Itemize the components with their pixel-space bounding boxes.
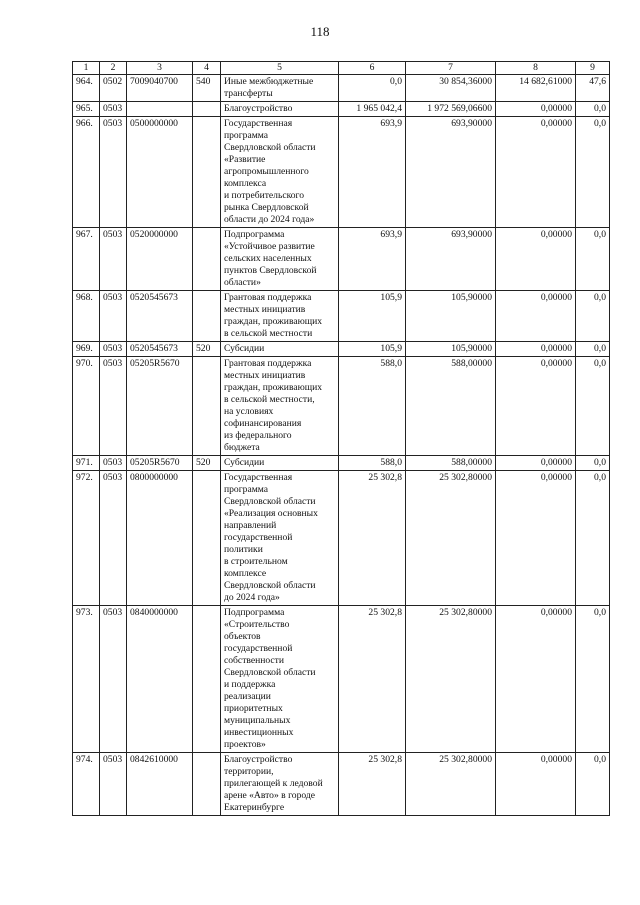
row-number-cell: 968. [73, 291, 100, 342]
percent-cell: 0,0 [576, 456, 610, 471]
row-number-cell: 971. [73, 456, 100, 471]
expense-type-cell: 540 [193, 75, 221, 102]
table-body [73, 75, 610, 816]
executed-amount-cell: 0,00000 [496, 471, 576, 606]
executed-amount-cell: 0,00000 [496, 456, 576, 471]
approved-amount-cell: 1 965 042,4 [339, 102, 406, 117]
target-article-cell: 0500000000 [127, 117, 193, 228]
percent-cell: 0,0 [576, 228, 610, 291]
table-row [73, 606, 610, 753]
column-header: 1 [73, 62, 100, 75]
table-row [73, 456, 610, 471]
table-row [73, 75, 610, 102]
percent-cell: 47,6 [576, 75, 610, 102]
approved-amount-cell: 693,9 [339, 228, 406, 291]
approved-amount-cell: 25 302,8 [339, 471, 406, 606]
executed-amount-cell: 0,00000 [496, 291, 576, 342]
percent-cell: 0,0 [576, 471, 610, 606]
item-name-cell: Субсидии [221, 456, 339, 471]
row-number-cell: 973. [73, 606, 100, 753]
row-number-cell: 964. [73, 75, 100, 102]
section-code-cell: 0503 [100, 117, 127, 228]
expense-type-cell [193, 117, 221, 228]
row-number-cell: 970. [73, 357, 100, 456]
executed-amount-cell: 0,00000 [496, 753, 576, 816]
percent-cell: 0,0 [576, 357, 610, 456]
row-number-cell: 967. [73, 228, 100, 291]
table-row [73, 753, 610, 816]
item-name-cell: Субсидии [221, 342, 339, 357]
row-number-cell: 969. [73, 342, 100, 357]
target-article-cell: 0842610000 [127, 753, 193, 816]
target-article-cell: 0520000000 [127, 228, 193, 291]
section-code-cell: 0503 [100, 471, 127, 606]
section-code-cell: 0503 [100, 357, 127, 456]
expense-type-cell [193, 753, 221, 816]
revised-amount-cell: 30 854,36000 [406, 75, 496, 102]
item-name-cell: Благоустройство [221, 102, 339, 117]
expense-type-cell: 520 [193, 342, 221, 357]
executed-amount-cell: 0,00000 [496, 228, 576, 291]
section-code-cell: 0503 [100, 753, 127, 816]
page-number: 118 [310, 24, 330, 39]
approved-amount-cell: 588,0 [339, 357, 406, 456]
executed-amount-cell: 0,00000 [496, 117, 576, 228]
revised-amount-cell: 1 972 569,06600 [406, 102, 496, 117]
revised-amount-cell: 105,90000 [406, 342, 496, 357]
expense-type-cell [193, 228, 221, 291]
table-row [73, 471, 610, 606]
revised-amount-cell: 693,90000 [406, 228, 496, 291]
column-header: 7 [406, 62, 496, 75]
target-article-cell [127, 102, 193, 117]
column-header: 3 [127, 62, 193, 75]
percent-cell: 0,0 [576, 102, 610, 117]
approved-amount-cell: 105,9 [339, 291, 406, 342]
executed-amount-cell: 14 682,61000 [496, 75, 576, 102]
approved-amount-cell: 25 302,8 [339, 753, 406, 816]
item-name-cell: Государственная программа Свердловской области «Развитие агропромышленного комплекса и потребительского рынка Свердловской области до 2024 года» [221, 117, 339, 228]
item-name-cell: Грантовая поддержка местных инициатив граждан, проживающих в сельской местности [221, 291, 339, 342]
revised-amount-cell: 105,90000 [406, 291, 496, 342]
section-code-cell: 0503 [100, 102, 127, 117]
table-row [73, 102, 610, 117]
item-name-cell: Подпрограмма «Строительство объектов государственной собственности Свердловской области и поддержка реализации приоритетных муниципальных инвестиционных проектов» [221, 606, 339, 753]
executed-amount-cell: 0,00000 [496, 342, 576, 357]
expense-type-cell [193, 471, 221, 606]
section-code-cell: 0503 [100, 291, 127, 342]
section-code-cell: 0503 [100, 342, 127, 357]
target-article-cell: 0520545673 [127, 342, 193, 357]
target-article-cell: 0840000000 [127, 606, 193, 753]
revised-amount-cell: 588,00000 [406, 456, 496, 471]
target-article-cell: 0800000000 [127, 471, 193, 606]
section-code-cell: 0503 [100, 456, 127, 471]
approved-amount-cell: 588,0 [339, 456, 406, 471]
table-row [73, 291, 610, 342]
target-article-cell: 7009040700 [127, 75, 193, 102]
column-header: 4 [193, 62, 221, 75]
table-header-row [73, 62, 610, 75]
item-name-cell: Благоустройство территории, прилегающей к ледовой арене «Авто» в городе Екатеринбурге [221, 753, 339, 816]
target-article-cell: 0520545673 [127, 291, 193, 342]
expense-type-cell [193, 357, 221, 456]
executed-amount-cell: 0,00000 [496, 357, 576, 456]
table-row [73, 228, 610, 291]
revised-amount-cell: 588,00000 [406, 357, 496, 456]
expense-type-cell: 520 [193, 456, 221, 471]
column-header: 8 [496, 62, 576, 75]
item-name-cell: Подпрограмма «Устойчивое развитие сельских населенных пунктов Свердловской области» [221, 228, 339, 291]
item-name-cell: Грантовая поддержка местных инициатив граждан, проживающих в сельской местности, на условиях софинансирования из федерального бюджета [221, 357, 339, 456]
revised-amount-cell: 693,90000 [406, 117, 496, 228]
section-code-cell: 0502 [100, 75, 127, 102]
approved-amount-cell: 693,9 [339, 117, 406, 228]
expense-type-cell [193, 606, 221, 753]
item-name-cell: Иные межбюджетные трансферты [221, 75, 339, 102]
percent-cell: 0,0 [576, 117, 610, 228]
target-article-cell: 05205R5670 [127, 357, 193, 456]
section-code-cell: 0503 [100, 606, 127, 753]
section-code-cell: 0503 [100, 228, 127, 291]
executed-amount-cell: 0,00000 [496, 606, 576, 753]
expense-type-cell [193, 291, 221, 342]
budget-table [72, 61, 610, 816]
row-number-cell: 966. [73, 117, 100, 228]
target-article-cell: 05205R5670 [127, 456, 193, 471]
column-header: 6 [339, 62, 406, 75]
approved-amount-cell: 25 302,8 [339, 606, 406, 753]
percent-cell: 0,0 [576, 606, 610, 753]
percent-cell: 0,0 [576, 753, 610, 816]
revised-amount-cell: 25 302,80000 [406, 606, 496, 753]
column-header: 5 [221, 62, 339, 75]
table-row [73, 117, 610, 228]
table-row [73, 342, 610, 357]
row-number-cell: 974. [73, 753, 100, 816]
column-header: 9 [576, 62, 610, 75]
revised-amount-cell: 25 302,80000 [406, 753, 496, 816]
item-name-cell: Государственная программа Свердловской области «Реализация основных направлений государственной политики в строительном комплексе Свердловской области до 2024 года» [221, 471, 339, 606]
row-number-cell: 965. [73, 102, 100, 117]
percent-cell: 0,0 [576, 342, 610, 357]
approved-amount-cell: 105,9 [339, 342, 406, 357]
executed-amount-cell: 0,00000 [496, 102, 576, 117]
row-number-cell: 972. [73, 471, 100, 606]
expense-type-cell [193, 102, 221, 117]
approved-amount-cell: 0,0 [339, 75, 406, 102]
percent-cell: 0,0 [576, 291, 610, 342]
column-header: 2 [100, 62, 127, 75]
table-row [73, 357, 610, 456]
revised-amount-cell: 25 302,80000 [406, 471, 496, 606]
